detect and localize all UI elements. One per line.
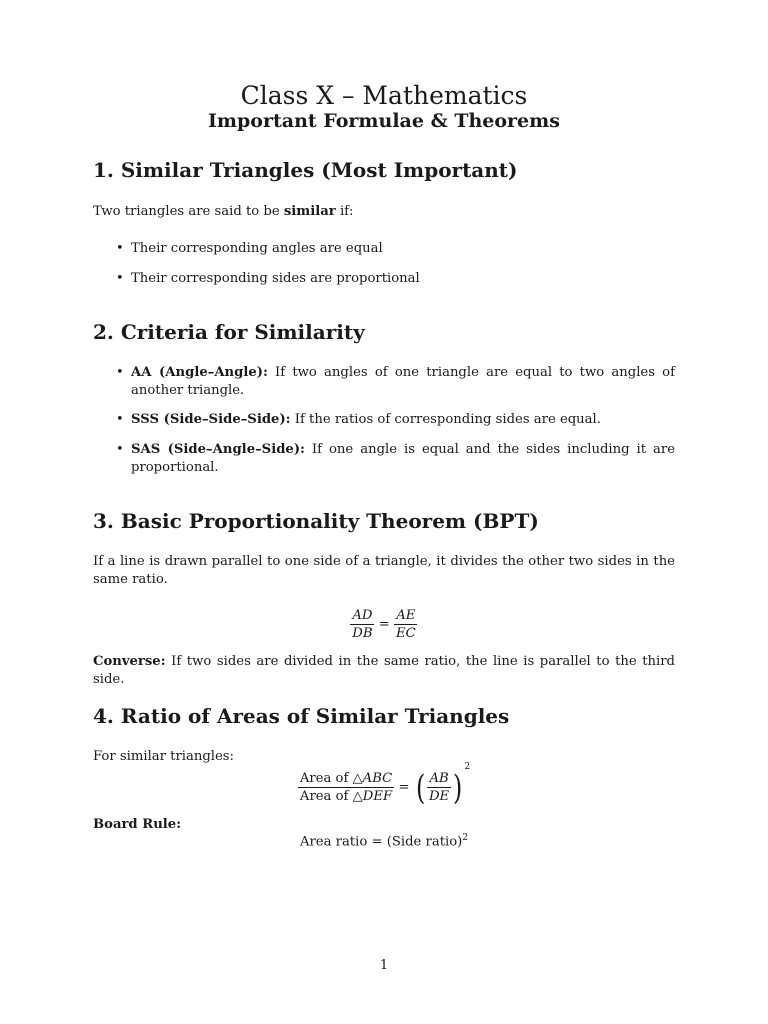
bullet-icon: • xyxy=(116,412,124,427)
fraction: $\frac{AE}{EC}$ xyxy=(396,608,416,641)
fraction: $\frac{\text{Area of △ABC}}{\text{Area of △DEF}}$ xyxy=(299,771,393,804)
criterion-label: SAS (Side–Angle–Side): xyxy=(131,442,305,457)
criterion-label: AA (Angle–Angle): xyxy=(131,365,268,380)
right-paren: ) xyxy=(453,767,463,808)
criterion-text: If one angle is equal and the sides including it are proportional. xyxy=(131,442,675,475)
converse-text: If two sides are divided in the same ratio, the line is parallel to the third side. xyxy=(93,654,675,687)
fraction: $\frac{AD}{DB}$ xyxy=(352,608,373,641)
bullet-icon: • xyxy=(116,271,124,286)
bullet-icon: • xyxy=(116,442,124,457)
page-number: 1 xyxy=(379,958,389,973)
bullet-text: Their corresponding angles are equal xyxy=(131,241,383,256)
list-item xyxy=(116,270,675,288)
criterion-text: If two angles of one triangle are equal to two angles of another triangle. xyxy=(131,365,675,398)
section-2-heading: 2. Criteria for Similarity xyxy=(93,320,365,344)
section-1-intro xyxy=(93,203,675,221)
bullet-text: Their corresponding sides are proportional xyxy=(131,271,420,286)
list-item xyxy=(116,364,675,400)
board-rule-formula: Area ratio = (Side ratio)$^2$ xyxy=(299,833,469,850)
bullet-icon: • xyxy=(116,241,124,256)
list-item xyxy=(116,411,675,429)
converse-label: Converse: xyxy=(93,654,166,669)
list-item xyxy=(116,240,675,258)
bpt-formula: $\frac{AD}{DB}$ = $\frac{AE}{EC}$ xyxy=(352,608,416,641)
section-4-heading: 4. Ratio of Areas of Similar Triangles xyxy=(93,704,510,728)
converse-statement xyxy=(93,653,675,689)
bpt-statement: If a line is drawn parallel to one side of a triangle, it divides the other two sides in the same ratio. xyxy=(93,554,675,587)
exponent: 2 xyxy=(464,762,471,772)
criterion-label: SSS (Side–Side–Side): xyxy=(131,412,291,427)
document-subtitle: Important Formulae & Theorems xyxy=(208,110,560,132)
bullet-icon: • xyxy=(116,365,124,380)
document-header xyxy=(0,82,768,132)
board-rule-label: Board Rule: xyxy=(93,817,182,832)
section-3-heading: 3. Basic Proportionality Theorem (BPT) xyxy=(93,509,539,533)
intro-bold-term: similar xyxy=(283,204,336,219)
section-1-heading: 1. Similar Triangles (Most Important) xyxy=(93,158,518,182)
criterion-text: If the ratios of corresponding sides are equal. xyxy=(290,412,601,427)
left-paren: ( xyxy=(415,767,425,808)
document-title: Class X – Mathematics xyxy=(240,81,528,110)
areas-intro: For similar triangles: xyxy=(93,749,234,764)
list-item xyxy=(116,441,675,477)
area-ratio-formula: $\frac{\text{Area of △ABC}}{\text{Area of △DEF}}$ = ( $\frac{AB}{DE}$ )$^2$ xyxy=(299,762,471,808)
intro-text: Two triangles are said to be xyxy=(93,204,284,219)
intro-suffix: if: xyxy=(335,204,354,219)
fraction: $\frac{AB}{DE}$ xyxy=(428,771,450,804)
